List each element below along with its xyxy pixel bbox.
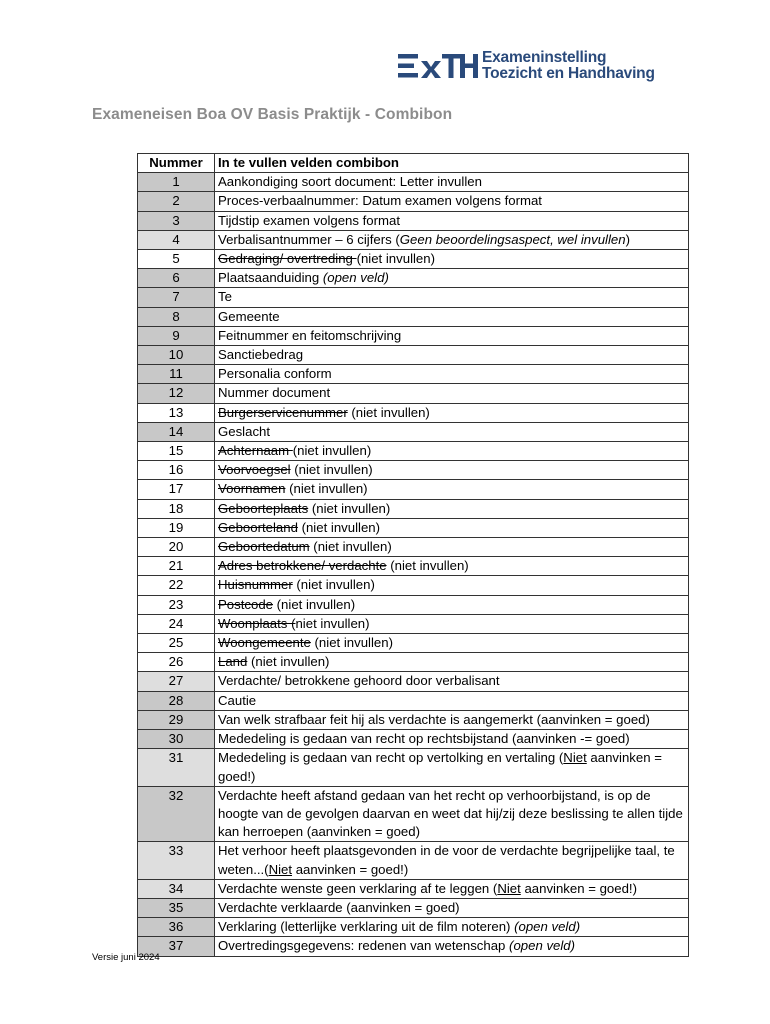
logo — [398, 48, 688, 84]
row-field-description — [215, 384, 689, 403]
field-text-part: Personalia conform — [218, 366, 332, 382]
logo-line-2: Toezicht en Handhaving — [482, 65, 655, 82]
table-row — [138, 173, 689, 192]
field-text-part: (niet invullen) — [297, 519, 381, 535]
row-field-description — [215, 173, 689, 192]
table-row — [138, 842, 689, 879]
row-field-description — [215, 595, 689, 614]
table-row — [138, 250, 689, 269]
row-number: 26 — [138, 653, 215, 672]
table-row — [138, 346, 689, 365]
row-field-description — [215, 557, 689, 576]
row-field-description — [215, 326, 689, 345]
field-text-part: (niet invullen) — [292, 443, 372, 459]
row-number: 37 — [138, 937, 215, 956]
row-number: 30 — [138, 730, 215, 749]
field-text-part: (niet invullen) — [386, 558, 469, 574]
field-text-part: Te — [218, 289, 232, 305]
table-row — [138, 403, 689, 422]
table-row — [138, 786, 689, 842]
field-text-part: Niet — [563, 750, 587, 766]
row-number: 10 — [138, 346, 215, 365]
field-text-part: Burgerservicenummer — [218, 404, 348, 420]
field-text-part: (open veld) — [509, 938, 576, 954]
field-text-part: aanvinken = goed!) — [218, 750, 662, 784]
row-number: 7 — [138, 288, 215, 307]
field-text-part: Woongemeente — [218, 635, 311, 651]
field-text-part: (open veld) — [514, 919, 581, 935]
row-number: 27 — [138, 672, 215, 691]
row-field-description — [215, 898, 689, 917]
table-row — [138, 749, 689, 786]
row-number: 34 — [138, 879, 215, 898]
row-field-description — [215, 346, 689, 365]
field-text-part: (niet invullen) — [247, 654, 330, 670]
table-row — [138, 557, 689, 576]
row-number: 17 — [138, 480, 215, 499]
row-number: 4 — [138, 230, 215, 249]
row-field-description — [215, 691, 689, 710]
field-text-part: Feitnummer en feitomschrijving — [218, 327, 402, 343]
row-number: 31 — [138, 749, 215, 786]
row-number: 28 — [138, 691, 215, 710]
field-text-part: Cautie — [218, 692, 257, 708]
table-body — [138, 173, 689, 956]
row-field-description — [215, 480, 689, 499]
field-text-part: Geboorteplaats — [218, 500, 309, 516]
row-number: 21 — [138, 557, 215, 576]
table-row — [138, 365, 689, 384]
table-row — [138, 442, 689, 461]
row-field-description — [215, 192, 689, 211]
field-text-part: Van welk strafbaar feit hij als verdachte is aangemerkt (aanvinken = goed) — [218, 711, 650, 727]
field-text-part: Mededeling is gedaan van recht op rechtsbijstand (aanvinken -= goed) — [218, 731, 630, 747]
field-text-part: Niet — [268, 861, 293, 877]
logo-text — [482, 50, 655, 82]
table-row — [138, 653, 689, 672]
row-number: 15 — [138, 442, 215, 461]
field-text-part: Verbalisantnummer – 6 cijfers ( — [218, 231, 400, 247]
table-row — [138, 307, 689, 326]
table-row — [138, 710, 689, 729]
field-text-part: Gemeente — [218, 308, 280, 324]
row-number: 3 — [138, 211, 215, 230]
row-field-description — [215, 786, 689, 842]
table-row — [138, 384, 689, 403]
row-number: 32 — [138, 786, 215, 842]
row-number: 5 — [138, 250, 215, 269]
table-row — [138, 499, 689, 518]
row-field-description — [215, 461, 689, 480]
field-text-part: (niet invullen) — [347, 404, 430, 420]
field-text-part: (open veld) — [322, 270, 389, 286]
row-field-description — [215, 730, 689, 749]
field-text-part: Geboortedatum — [218, 539, 310, 555]
row-number: 24 — [138, 614, 215, 633]
row-field-description — [215, 749, 689, 786]
field-text-part: (niet invullen) — [309, 539, 392, 555]
table-row — [138, 422, 689, 441]
exth-logo-icon — [398, 51, 478, 81]
table-header-row — [138, 154, 689, 173]
row-number: 18 — [138, 499, 215, 518]
row-field-description — [215, 614, 689, 633]
field-text-part: Voorvoegsel — [218, 462, 291, 478]
field-text-part: niet invullen) — [295, 615, 370, 631]
row-field-description — [215, 211, 689, 230]
row-field-description — [215, 653, 689, 672]
field-text-part: Het verhoor heeft plaatsgevonden in de voor de verdachte begrijpelijke taal, te weten...( — [218, 843, 675, 877]
field-text-part: (niet invullen) — [292, 577, 375, 593]
field-text-part: Aankondiging soort document: Letter invullen — [218, 174, 482, 190]
table-row — [138, 192, 689, 211]
row-field-description — [215, 538, 689, 557]
field-text-part: Verdachte heeft afstand gedaan van het recht op verhoorbijstand, is op de hoogte van de gevolgen daarvan en weet dat hij/zij deze beslissing te allen tijde kan herroepen (aanvinken = goed) — [218, 787, 683, 840]
row-number: 36 — [138, 918, 215, 937]
row-field-description — [215, 576, 689, 595]
table-row — [138, 288, 689, 307]
field-text-part: Geen beoordelingsaspect, wel invullen — [399, 231, 626, 247]
field-text-part: Verdachte wenste geen verklaring af te leggen ( — [218, 880, 498, 896]
row-number: 22 — [138, 576, 215, 595]
row-field-description — [215, 288, 689, 307]
field-text-part: Overtredingsgegevens: redenen van wetenschap — [218, 938, 510, 954]
row-number: 6 — [138, 269, 215, 288]
field-text-part: Postcode — [218, 596, 273, 612]
table-row — [138, 672, 689, 691]
field-text-part: Gedraging/ overtreding — [218, 251, 357, 267]
row-field-description — [215, 403, 689, 422]
row-number: 14 — [138, 422, 215, 441]
field-text-part: (niet invullen) — [308, 500, 391, 516]
row-field-description — [215, 499, 689, 518]
row-field-description — [215, 422, 689, 441]
row-field-description — [215, 230, 689, 249]
row-field-description — [215, 842, 689, 879]
row-number: 2 — [138, 192, 215, 211]
row-field-description — [215, 634, 689, 653]
row-number: 16 — [138, 461, 215, 480]
row-field-description — [215, 937, 689, 956]
field-text-part: Tijdstip examen volgens format — [218, 212, 401, 228]
table-row — [138, 691, 689, 710]
field-text-part: Niet — [497, 880, 521, 896]
field-text-part: aanvinken = goed!) — [520, 880, 637, 896]
field-text-part: Adres betrokkene/ verdachte — [218, 558, 387, 574]
table-row — [138, 937, 689, 956]
field-text-part: Achternaam — [218, 443, 293, 459]
row-field-description — [215, 250, 689, 269]
row-field-description — [215, 879, 689, 898]
row-number: 35 — [138, 898, 215, 917]
field-text-part: (niet invullen) — [310, 635, 393, 651]
logo-line-1: Exameninstelling — [482, 49, 607, 66]
field-text-part: Voornamen — [218, 481, 286, 497]
field-text-part: (niet invullen) — [290, 462, 373, 478]
field-text-part: Verdachte verklaarde (aanvinken = goed) — [218, 899, 460, 915]
row-number: 29 — [138, 710, 215, 729]
row-number: 19 — [138, 518, 215, 537]
row-field-description — [215, 365, 689, 384]
table-row — [138, 595, 689, 614]
row-number: 12 — [138, 384, 215, 403]
fields-table — [137, 153, 689, 957]
table-row — [138, 518, 689, 537]
row-field-description — [215, 269, 689, 288]
row-field-description — [215, 442, 689, 461]
field-text-part: Huisnummer — [218, 577, 293, 593]
table-row — [138, 918, 689, 937]
field-text-part: Verklaring (letterlijke verklaring uit de film noteren) — [218, 919, 515, 935]
table-row — [138, 211, 689, 230]
row-number: 13 — [138, 403, 215, 422]
document-title: Exameneisen Boa OV Basis Praktijk - Combibon — [92, 106, 453, 123]
field-text-part: Woonplaats ( — [218, 615, 296, 631]
field-text-part: Verdachte/ betrokkene gehoord door verbalisant — [218, 673, 500, 689]
table-row — [138, 730, 689, 749]
field-text-part: (niet invullen) — [285, 481, 368, 497]
field-text-part: Sanctiebedrag — [218, 347, 304, 363]
field-text-part: ) — [625, 231, 630, 247]
row-number: 1 — [138, 173, 215, 192]
row-number: 33 — [138, 842, 215, 879]
field-text-part: Land — [218, 654, 248, 670]
table-row — [138, 898, 689, 917]
row-number: 23 — [138, 595, 215, 614]
table-row — [138, 326, 689, 345]
row-number: 8 — [138, 307, 215, 326]
field-text-part: Nummer document — [218, 385, 331, 401]
header-nummer: Nummer — [138, 154, 215, 173]
table-row — [138, 230, 689, 249]
field-text-part: (niet invullen) — [273, 596, 356, 612]
version-footer: Versie juni 2024 — [92, 952, 160, 963]
table-row — [138, 576, 689, 595]
table-row — [138, 480, 689, 499]
table-row — [138, 634, 689, 653]
header-velden: In te vullen velden combibon — [215, 154, 689, 173]
row-field-description — [215, 918, 689, 937]
table-row — [138, 461, 689, 480]
table-row — [138, 269, 689, 288]
row-number: 9 — [138, 326, 215, 345]
field-text-part: Geboorteland — [218, 519, 298, 535]
table-row — [138, 614, 689, 633]
row-field-description — [215, 672, 689, 691]
row-field-description — [215, 518, 689, 537]
row-number: 11 — [138, 365, 215, 384]
row-number: 25 — [138, 634, 215, 653]
field-text-part: (niet invullen) — [356, 251, 435, 267]
row-field-description — [215, 307, 689, 326]
field-text-part: Mededeling is gedaan van recht op vertolking en vertaling ( — [218, 750, 564, 766]
table-row — [138, 538, 689, 557]
field-text-part: Plaatsaanduiding — [218, 270, 323, 286]
field-text-part: aanvinken = goed!) — [292, 861, 409, 877]
field-text-part: Proces-verbaalnummer: Datum examen volgens format — [218, 193, 542, 209]
table-row — [138, 879, 689, 898]
field-text-part: Geslacht — [218, 423, 271, 439]
row-field-description — [215, 710, 689, 729]
row-number: 20 — [138, 538, 215, 557]
